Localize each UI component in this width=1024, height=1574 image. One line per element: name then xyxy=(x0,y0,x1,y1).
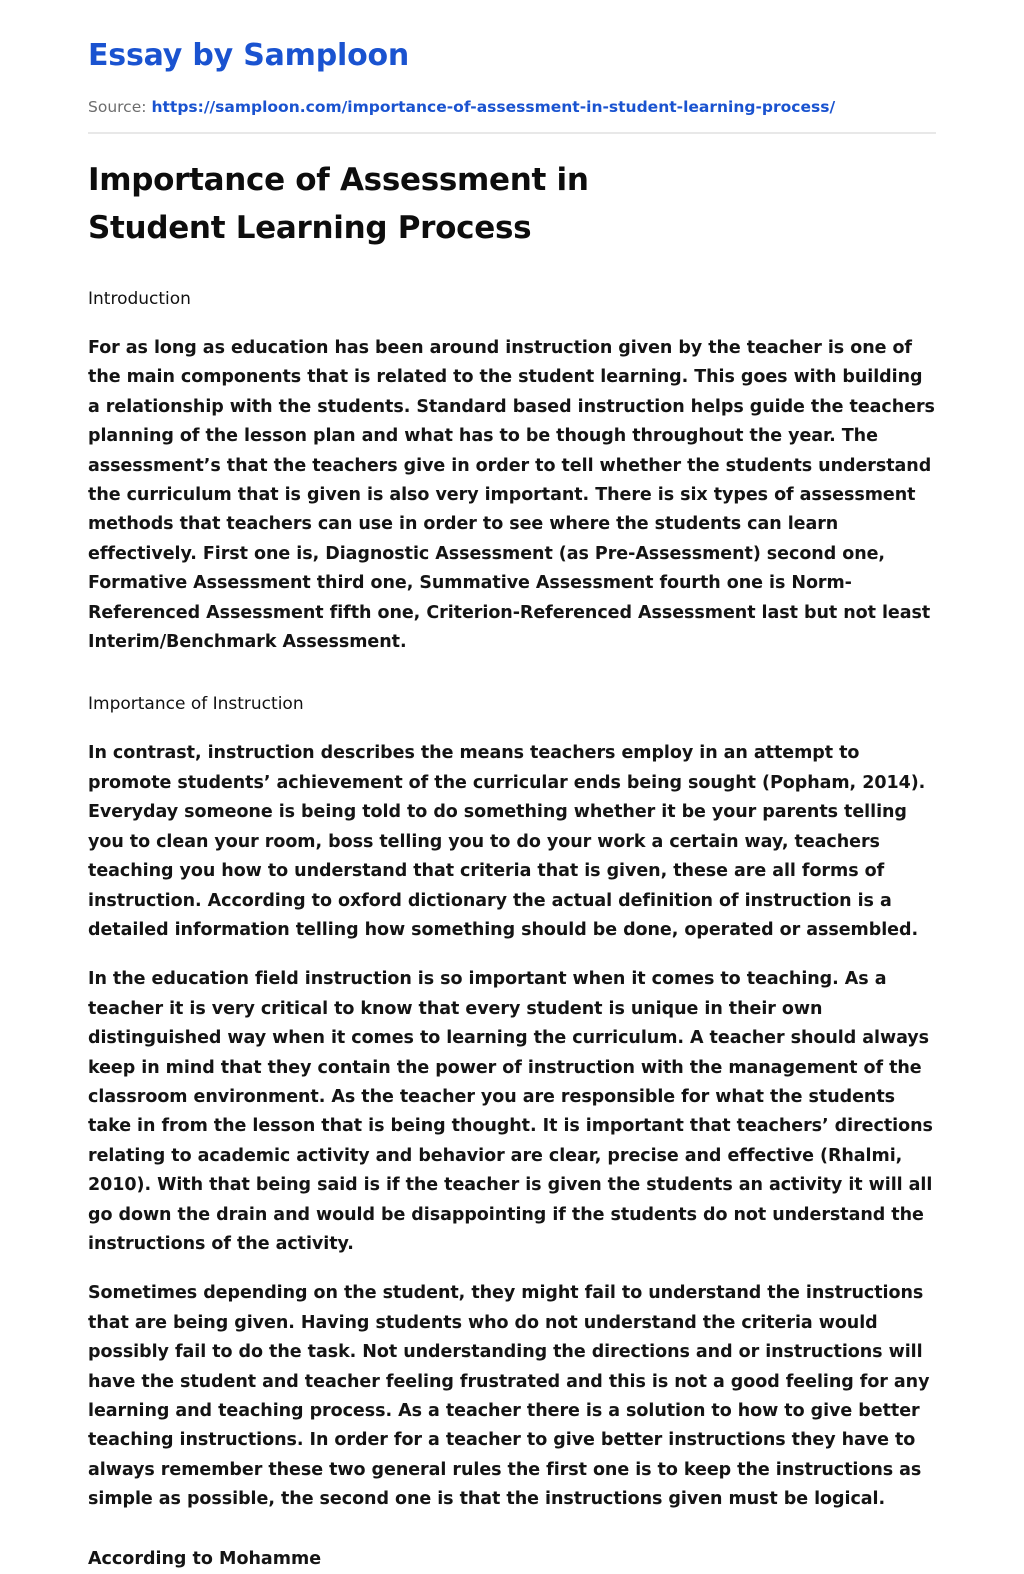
paragraph: In contrast, instruction describes the means teachers employ in an attempt to promote students’ achievement of the curricular ends being sought (Popham, 2014). Everyday someone is being told to do something whether it be your parents telling you to clean your room, boss telling you to do your work a certain way, teachers teaching you how to understand that criteria that is given, these are all forms of instruction. According to oxford dictionary the actual definition of instruction is a detailed information telling how something should be done, operated or assembled. xyxy=(88,743,926,940)
paragraph: For as long as education has been around instruction given by the teacher is one of the main components that is related to the student learning. This goes with building a relationship with the students. Standard based instruction helps guide the teachers planning of the lesson plan and what has to be though throughout the year. The assessment’s that the teachers give in order to tell whether the students understand the curriculum that is given is also very important. There is six types of assessment methods that teachers can use in order to see where the students can learn effectively. First one is, Diagnostic Assessment (as Pre-Assessment) second one, Formative Assessment third one, Summative Assessment fourth one is Norm-Referenced Assessment fifth one, Criterion-Referenced Assessment last but not least Interim/Benchmark Assessment. xyxy=(88,338,935,653)
page-title: Importance of Assessment in Student Learning Process xyxy=(88,162,589,246)
paragraph: In the education field instruction is so important when it comes to teaching. As a teacher it is very critical to know that every student is unique in their own distinguished way when it comes to learning the curriculum. A teacher should always keep in mind that they contain the power of instruction with the management of the classroom environment. As the teacher you are responsible for what the students take in from the lesson that is being thought. It is important that teachers’ directions relating to academic activity and behavior are clear, precise and effective (Rhalmi, 2010). With that being said is if the teacher is given the students an activity it will all go down the drain and would be disappointing if the students do not understand the instructions of the activity. xyxy=(88,969,933,1254)
source-label: Source: xyxy=(88,98,147,116)
section-heading-introduction: Introduction xyxy=(88,289,191,309)
source-url-link[interactable]: https://samploon.com/importance-of-assessment-in-student-learning-process/ xyxy=(151,98,836,116)
section-heading-importance-of-instruction: Importance of Instruction xyxy=(88,694,304,715)
truncated-tail-text: According to Mohamme xyxy=(88,1548,322,1569)
page-header xyxy=(88,0,936,134)
brand-title: Essay by Samploon xyxy=(88,38,410,73)
paragraph: Sometimes depending on the student, they might fail to understand the instructions that are being given. Having students who do not understand the criteria would possibly fail to do the task. Not understanding the directions and or instructions will have the student and teacher feeling frustrated and this is not a good feeling for any learning and teaching process. As a teacher there is a solution to how to give better teaching instructions. In order for a teacher to give better instructions they have to always remember these two general rules the first one is to keep the instructions as simple as possible, the second one is that the instructions given must be logical. xyxy=(88,1283,930,1510)
source-line xyxy=(88,76,936,118)
